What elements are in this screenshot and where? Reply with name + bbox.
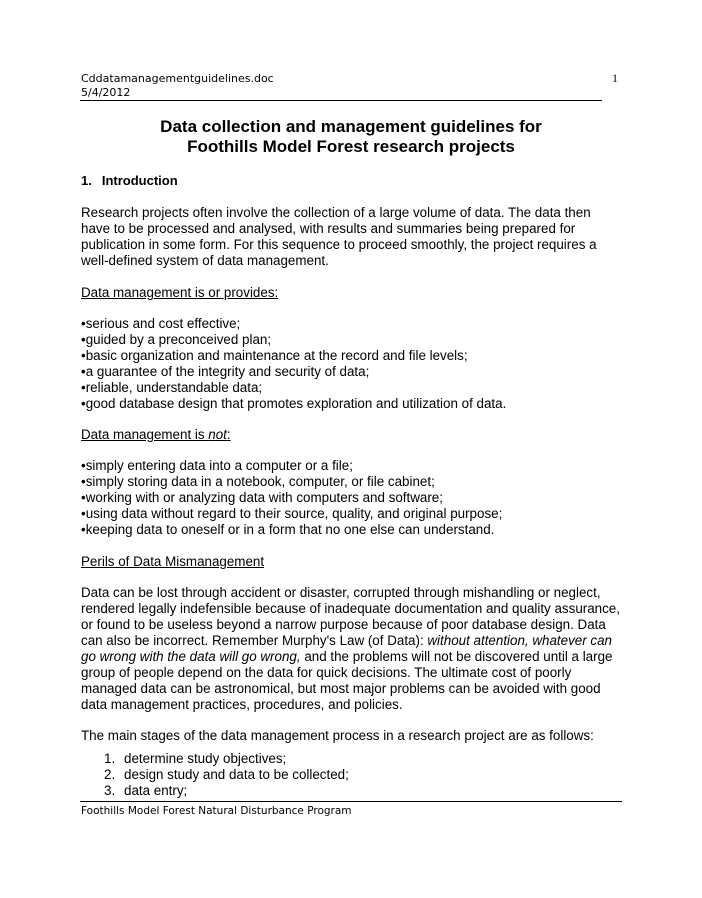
list-number: 3. xyxy=(104,783,116,798)
perils-emphasis: without attention, whatever can go wrong with the data will go wrong, xyxy=(81,633,612,664)
is-not-list xyxy=(81,458,502,538)
section-heading xyxy=(81,173,188,188)
list-text: data entry; xyxy=(124,783,188,798)
list-item xyxy=(104,751,349,767)
list-item: • good database design that promotes exploration and utilization of data. xyxy=(81,396,506,412)
list-item: • using data without regard to their source, quality, and original purpose; xyxy=(81,506,502,522)
intro-paragraph: Research projects often involve the collection of a large volume of data. The data then have to be processed and analysed, with results and summaries being prepared for publication in some form. For this sequence to proceed smoothly, the project requires a well-defined system of data management. xyxy=(81,205,597,268)
list-item: • reliable, understandable data; xyxy=(81,380,506,396)
perils-heading: Perils of Data Mismanagement xyxy=(81,554,265,569)
page-number: 1 xyxy=(612,71,618,85)
document-title-line-2: Foothills Model Forest research projects xyxy=(187,137,515,156)
header-filename: Cddatamanagementguidelines.doc xyxy=(81,72,274,85)
footer-text: Foothills Model Forest Natural Disturbance Program xyxy=(81,805,352,817)
is-not-heading-suffix: : xyxy=(226,427,231,442)
footer-divider xyxy=(80,801,622,802)
list-item xyxy=(104,767,349,783)
stages-list xyxy=(104,751,349,799)
list-item: • working with or analyzing data with computers and software; xyxy=(81,490,502,506)
list-item: • serious and cost effective; xyxy=(81,316,506,332)
perils-paragraph xyxy=(81,585,621,713)
list-item xyxy=(104,783,349,799)
is-provides-heading: Data management is or provides: xyxy=(81,285,279,300)
header-date: 5/4/2012 xyxy=(81,86,131,99)
header-divider xyxy=(80,100,602,101)
list-number: 2. xyxy=(104,767,116,782)
list-number: 1. xyxy=(104,751,116,766)
list-text: design study and data to be collected; xyxy=(124,767,349,782)
document-title-line-1: Data collection and management guidelines for xyxy=(160,117,542,136)
is-not-heading-prefix: Data management is xyxy=(81,427,209,442)
perils-text-part-1: Data can be lost through accident or disaster, corrupted through mishandling or neglect, rendered legally indefensible because of inadequate documentation and quality assurance, or found to be useless beyond a narrow purpose because of poor database design. Data can also be incorrect. Remember Murphy's Law (of Data): xyxy=(81,585,620,648)
is-not-heading xyxy=(81,427,231,443)
list-item: • keeping data to oneself or in a form that no one else can understand. xyxy=(81,522,502,538)
is-not-heading-emphasis: not xyxy=(208,427,227,442)
list-item: • simply storing data in a notebook, computer, or file cabinet; xyxy=(81,474,502,490)
list-item: • guided by a preconceived plan; xyxy=(81,332,506,348)
list-item: • basic organization and maintenance at the record and file levels; xyxy=(81,348,506,364)
list-item: • a guarantee of the integrity and security of data; xyxy=(81,364,506,380)
perils-text-part-2: and the problems will not be discovered until a large group of people depend on the data for quick decisions. The ultimate cost of poorly managed data can be astronomical, but most major problems can be avoided with good data management practices, procedures, and policies. xyxy=(81,649,613,712)
section-title: Introduction xyxy=(101,173,178,188)
list-text: determine study objectives; xyxy=(124,751,287,766)
section-number: 1. xyxy=(81,173,92,188)
list-item: • simply entering data into a computer or a file; xyxy=(81,458,502,474)
is-provides-list xyxy=(81,316,506,412)
stages-intro: The main stages of the data management process in a research project are as follows: xyxy=(81,728,594,743)
